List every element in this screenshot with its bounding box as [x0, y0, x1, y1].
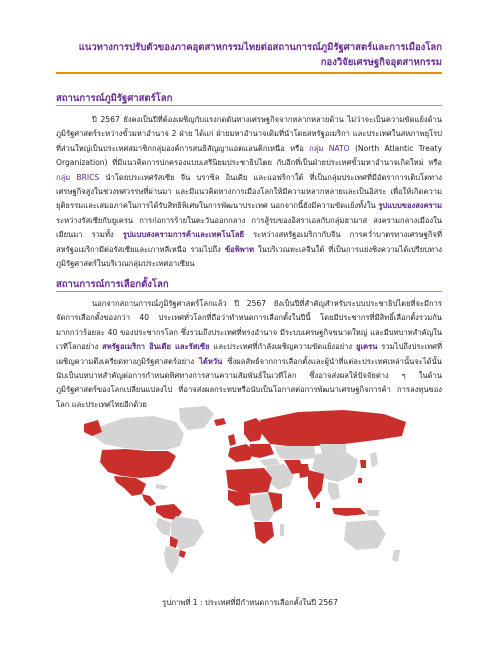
southern-africa [254, 522, 274, 544]
peru [156, 518, 170, 536]
text-highlight: ยูเครน [356, 342, 378, 352]
text-run: ซึ่งผลลัพธ์จากการเลือกตั้งและผู้นำที่แต่ละประเทศเหล่านั้นจะได้นั้น นับเป็นบทบาทสำคัญต่อการกำหนดทิศทางการสานความสัมพันธ์ในเวทีโลก ซึ่งอาจส่งผลให้ปัจจัยต่าง ๆ ในด้านภูมิรัฐศาสตร์ของโลกเปลี่ยนแปลงไป ที่อาจส่งผลกระทบหรือนับเป็นโอกาสต่อการพัฒนาเศรษฐกิจการค้า การลงทุนของโลก และประเทศไทยอีกด้วย [56, 356, 442, 409]
text-highlight: ข้อพิพาท [224, 244, 254, 254]
korea [360, 460, 366, 468]
eastern-europe [250, 444, 274, 458]
new-zealand [392, 550, 400, 562]
text-run: รวมไปถึงประเทศที่เผชิญความตึงเครียดทางภูมิรัฐศาสตร์อย่าง [56, 342, 442, 366]
chile-arg [164, 546, 180, 574]
se-asia [328, 482, 340, 500]
text-highlight: รูปแบบสงครามการค้าและเทคโนโลยี [122, 230, 244, 240]
mexico [114, 476, 146, 496]
text-run: นอกจากสถานการณ์ภูมิรัฐศาสตร์โลกแล้ว ปี 2567 ยังเป็นปีที่สำคัญสำหรับระบบประชาธิปไตยที่จะมีการจัดการเลือกตั้งของกว่า 40 ประเทศทั่วโลกที่ถือว่าทำหนดการเลือกตั้งในปีนี้ โดยมีประชากรที่มีสิทธิ์เลือกตั้งรวมกันมากกว่าร้อยละ 40 ของประชากรโลก ซึ่งรวมถึงประเทศที่ทรงอำนาจ มีระบบเศรษฐกิจขนาดใหญ่ และมีบทบาทสำคัญในเวทีโลกอย่าง [56, 299, 442, 352]
text-highlight: กลุ่ม BRICS [56, 172, 100, 182]
report-subtitle: กองวิจัยเศรษฐกิจอุตสาหกรรม [320, 57, 442, 68]
text-highlight: ไต้หวัน [199, 356, 223, 366]
russia [260, 410, 406, 446]
text-run: ปี 2567 ยังคงเป็นปีที่ต้องเผชิญกับแรงกดดันทางเศรษฐกิจจากหลากหลายด้าน ไม่ว่าจะเป็นความขัดแย้งด้านภูมิรัฐศาสตร์ระหว่างขั้วมหาอำนาจ 2 ฝ่าย ได้แก่ ฝ่ายมหาอำนาจเดิมที่นำโดยสหรัฐอเมริกา และประเทศในสหภาพยุโรปที่ส่วนใหญ่เป็นประเทศสมาชิกกลุ่มองค์การสนธิสัญญาแอตแลนติกเหนือ หรือ [56, 115, 442, 153]
section-divider [56, 105, 442, 106]
paragraph-geopolitics [56, 113, 442, 269]
header-divider [56, 72, 442, 74]
png [366, 510, 380, 516]
sri-lanka [316, 502, 320, 508]
section-heading-elections: สถานการณ์การเลือกตั้งโลก [56, 279, 169, 290]
uruguay [179, 550, 186, 558]
section-divider [56, 291, 442, 292]
canada [94, 416, 184, 450]
madagascar [280, 524, 284, 536]
greenland [179, 406, 214, 430]
iceland [214, 418, 226, 426]
text-highlight: สหรัฐอเมริกา อินเดีย และรัสเซีย [102, 342, 210, 352]
indonesia [332, 508, 366, 516]
text-run: และประเทศที่กำลังเผชิญความขัดแย้งอย่าง [213, 342, 353, 352]
paragraph-elections [56, 297, 442, 409]
text-highlight: รูปแบบของสงคราม [378, 201, 442, 211]
central-america [142, 494, 156, 506]
text-run: ในบริเวณทะเลจีนใต้ ที่เป็นการแย่งชิงความได้เปรียบทางภูมิรัฐศาสตร์ในบริเวณกลุ่มประเทศอาเซียน [56, 244, 442, 269]
text-highlight: กลุ่ม NATO [309, 143, 350, 153]
text-run: ระหว่างรัสเซียกับยูเครน การก่อการร้ายในตะวันออกกลาง การสู้รบของอิสราเอลกับกลุ่มฮามาส สงครามกลางเมืองในเมียนมา รวมทั้ง [56, 215, 442, 240]
india [308, 470, 324, 500]
central-asia [274, 446, 316, 460]
usa [100, 449, 176, 478]
taiwan [358, 478, 362, 483]
uk [228, 434, 236, 446]
section-heading-geopolitics: สถานการณ์ภูมิรัฐศาสตร์โลก [56, 93, 173, 104]
figure-caption: รูปภาพที่ 1 : ประเทศที่มีกำหนดการเลือกตั้งในปี 2567 [162, 598, 338, 607]
world-election-map [84, 404, 414, 576]
map-svg [84, 404, 414, 576]
caribbean [156, 484, 168, 490]
text-run: ระหว่างสหรัฐอเมริกากับจีน การคว่ำบาตรทางเศรษฐกิจที่สหรัฐอเมริกามีต่อรัสเซียและเกาหลีเหนือ รวมไปถึง [56, 230, 442, 254]
text-run: (North Atlantic Treaty Organization) ที่มีแนวคิดการปกครองแบบเสรีนิยมประชาธิปไตย กับอีกที่เป็นฝ่ายประเทศขั้วมหาอำนาจเกิดใหม่ หรือ [56, 143, 442, 168]
australia [344, 520, 386, 550]
north-africa [226, 468, 272, 494]
report-title: แนวทางการปรับตัวของภาคอุตสาหกรรมไทยต่อสถานการณ์ภูมิรัฐศาสตร์และการเมืองโลก [78, 42, 442, 53]
text-run: นำโดยประเทศรัสเซีย จีน บราซิล อินเดีย และแอฟริกาใต้ ที่เป็นกลุ่มประเทศที่มีอัตราการเติบโตทางเศรษฐกิจสูงในช่วงทศวรรษที่ผ่านมา และมีแนวคิดทางการเมืองโลกให้มีความหลากหลายและเป็นอิสระ เพื่อให้เกิดความยุติธรรมและเสมอภาคในการได้รับสิทธิพิเศษในการพัฒนาประเทศ นอกจากนี้ยังมีความขัดแย้งทั้งใน [56, 172, 442, 211]
japan [370, 452, 378, 468]
